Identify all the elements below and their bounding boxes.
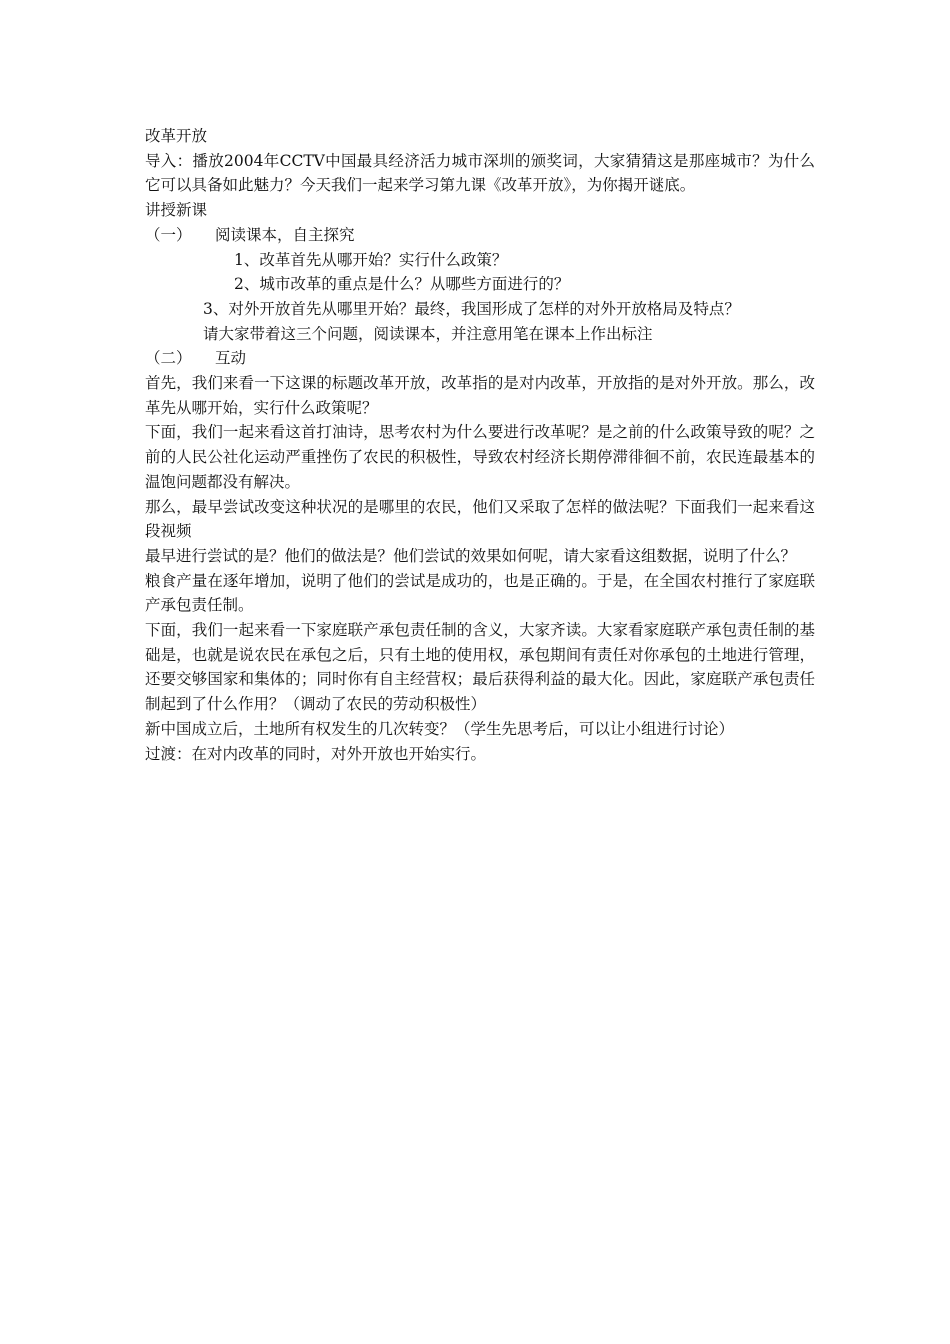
- body-paragraph: 新中国成立后，土地所有权发生的几次转变？（学生先思考后，可以让小组进行讨论）: [145, 719, 735, 738]
- section-heading: 讲授新课: [145, 201, 208, 220]
- part2-number: （二）: [145, 349, 192, 368]
- body-paragraph: 下面，我们一起来看一下家庭联产承包责任制的含义，大家齐读。大家看家庭联产承包责任制的基础是，也就是说农民在承包之后，只有土地的使用权，承包期间有责任对你承包的土地进行管理，还要交够国家和集体的；同时你有自主经营权；最后获得利益的最大化。因此，家庭联产承包责任制起到了什么作用？（调动了农民的劳动积极性）: [145, 621, 815, 714]
- part2-heading: [145, 346, 815, 371]
- part1-heading: [145, 223, 815, 248]
- part2-title: 互动: [215, 349, 247, 368]
- question-2: 2、城市改革的重点是什么？从哪些方面进行的？: [234, 275, 570, 294]
- body-paragraph: 首先，我们来看一下这课的标题改革开放，改革指的是对内改革，开放指的是对外开放。那么，改革先从哪开始，实行什么政策呢？: [145, 374, 815, 417]
- question-3: 3、对外开放首先从哪里开始？最终，我国形成了怎样的对外开放格局及特点？: [203, 299, 740, 318]
- body-paragraph: 最早进行尝试的是？他们的做法是？他们尝试的效果如何呢，请大家看这组数据，说明了什么？: [145, 546, 797, 565]
- body-paragraph: 粮食产量在逐年增加，说明了他们的尝试是成功的，也是正确的。于是，在全国农村推行了家庭联产承包责任制。: [145, 571, 815, 615]
- body-paragraph: 下面，我们一起来看这首打油诗，思考农村为什么要进行改革呢？是之前的什么政策导致的呢？之前的人民公社化运动严重挫伤了农民的积极性，导致农村经济长期停滞徘徊不前，农民连最基本的温饱问题都没有解决。: [145, 423, 815, 491]
- document-body: [145, 124, 815, 766]
- reading-instruction: 请大家带着这三个问题，阅读课本，并注意用笔在课本上作出标注: [203, 324, 653, 343]
- body-paragraph: 过渡：在对内改革的同时，对外开放也开始实行。: [145, 744, 487, 763]
- question-1: 1、改革首先从哪开始？实行什么政策？: [234, 250, 508, 269]
- document-title: 改革开放: [145, 127, 208, 145]
- body-paragraph: 那么，最早尝试改变这种状况的是哪里的农民，他们又采取了怎样的做法呢？下面我们一起来看这段视频: [145, 497, 815, 541]
- intro-paragraph: 导入：播放2004年CCTV中国最具经济活力城市深圳的颁奖词，大家猜猜这是那座城市？为什么它可以具备如此魅力？今天我们一起来学习第九课《改革开放》，为你揭开谜底。: [145, 151, 815, 195]
- part1-title: 阅读课本，自主探究: [215, 225, 355, 244]
- part1-number: （一）: [145, 225, 192, 244]
